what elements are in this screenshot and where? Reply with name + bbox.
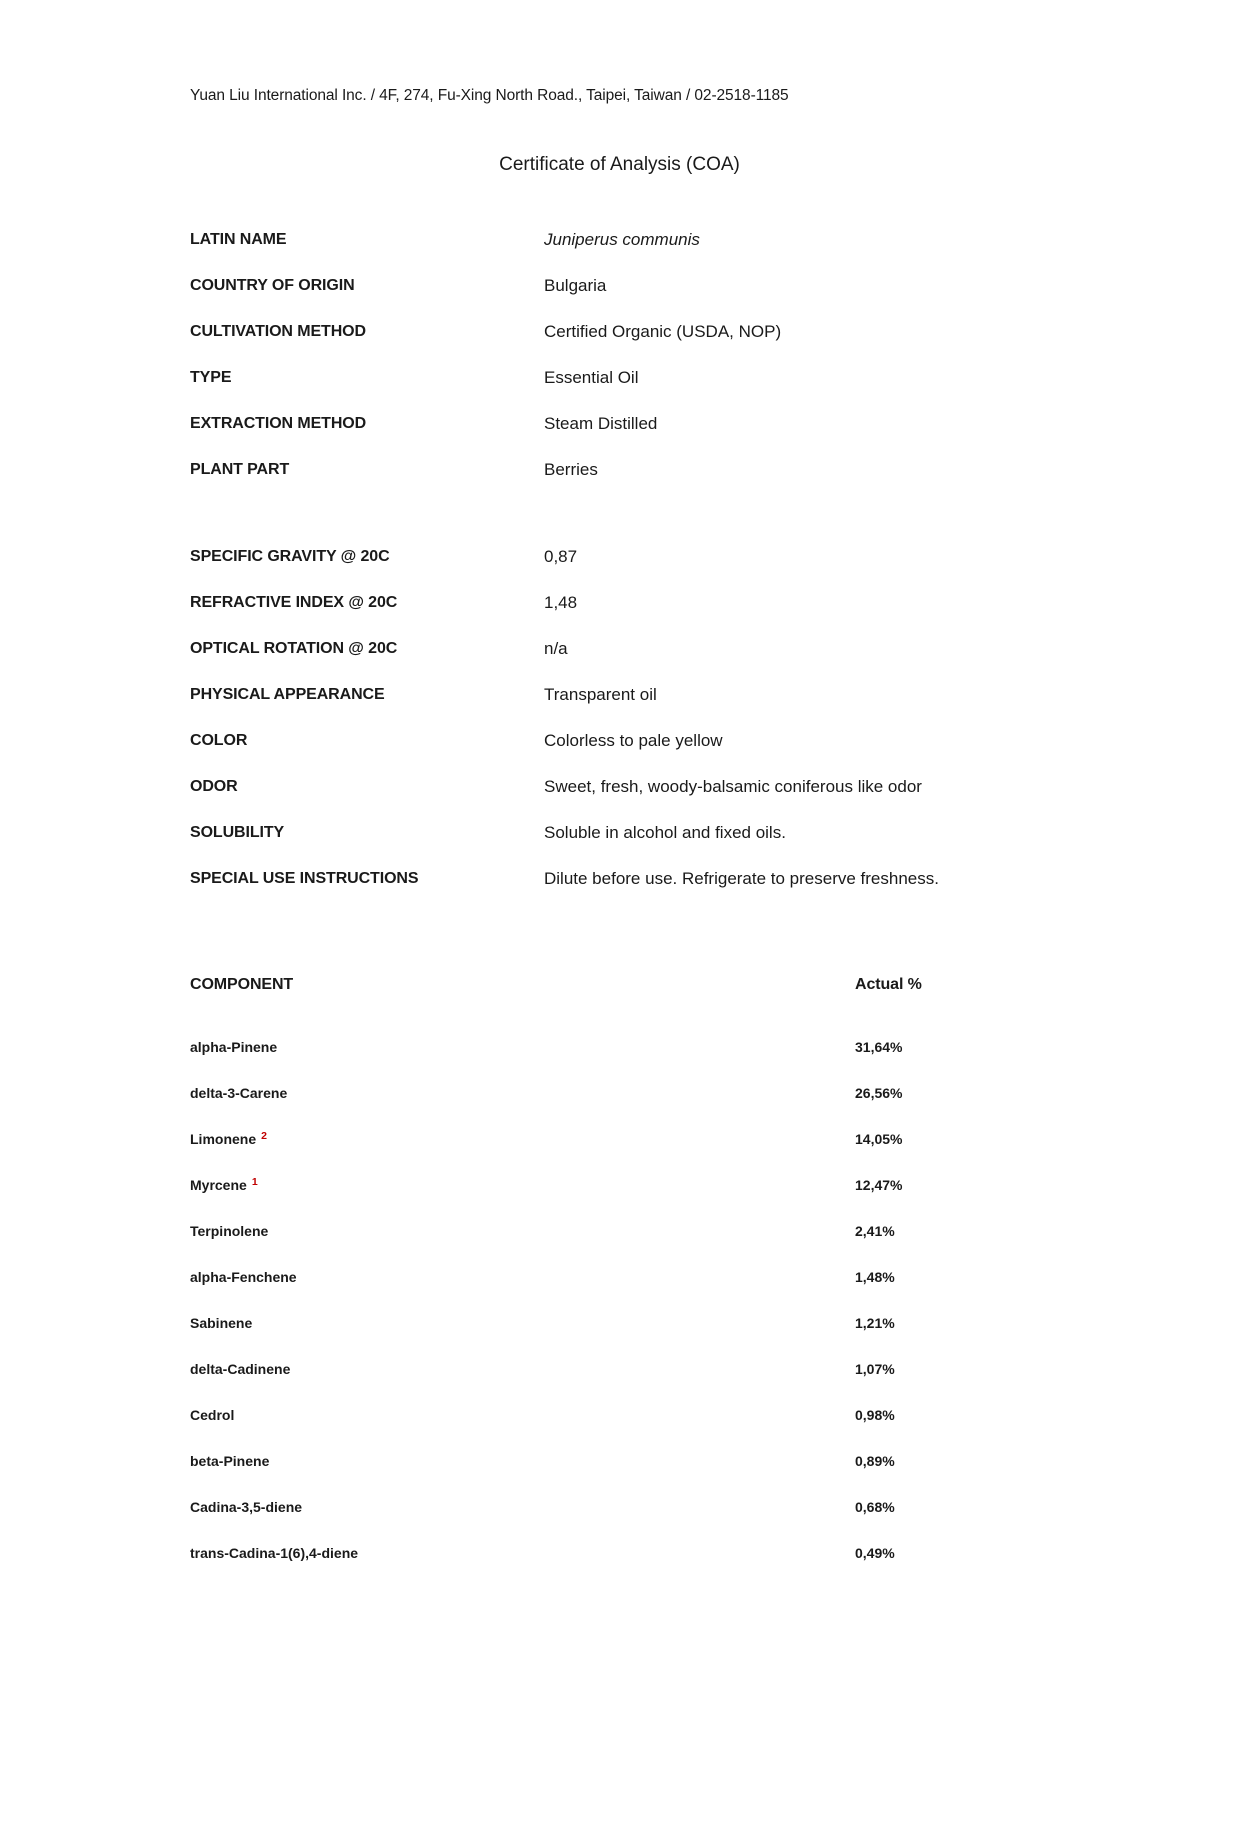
info-row-refractive-index (190, 580, 1239, 626)
field-value: Certified Organic (USDA, NOP) (544, 322, 782, 341)
table-row (190, 1392, 1239, 1438)
document-title: Certificate of Analysis (COA) (499, 154, 740, 175)
component-percent: 1,21% (855, 1315, 895, 1331)
column-header-actual-percent: Actual % (855, 976, 922, 993)
table-row (190, 1116, 1239, 1162)
field-label: REFRACTIVE INDEX @ 20C (190, 594, 398, 611)
component-name (190, 1177, 855, 1193)
table-row (190, 1438, 1239, 1484)
field-value: Colorless to pale yellow (544, 731, 723, 750)
component-percent: 2,41% (855, 1223, 895, 1239)
table-row (190, 1070, 1239, 1116)
components-table (190, 962, 1239, 1576)
info-row-optical-rotation (190, 626, 1239, 672)
table-row (190, 1484, 1239, 1530)
table-row (190, 1346, 1239, 1392)
info-row-latin-name (190, 217, 1239, 263)
components-table-body (190, 1024, 1239, 1576)
field-value: Berries (544, 460, 598, 479)
field-label: COLOR (190, 732, 248, 749)
component-name: trans-Cadina-1(6),4-diene (190, 1545, 359, 1561)
component-percent: 0,98% (855, 1407, 895, 1423)
component-name: delta-Cadinene (190, 1361, 291, 1377)
field-value: Transparent oil (544, 685, 657, 704)
field-label: OPTICAL ROTATION @ 20C (190, 640, 398, 657)
field-value: n/a (544, 639, 568, 658)
field-label: SOLUBILITY (190, 824, 285, 841)
field-label: PHYSICAL APPEARANCE (190, 686, 385, 703)
field-value: Soluble in alcohol and fixed oils. (544, 823, 786, 842)
component-name: alpha-Fenchene (190, 1269, 297, 1285)
table-row (190, 1024, 1239, 1070)
table-row (190, 1530, 1239, 1576)
component-percent: 0,49% (855, 1545, 895, 1561)
info-row-color (190, 718, 1239, 764)
info-row-plant-part (190, 447, 1239, 493)
field-value: Dilute before use. Refrigerate to preserve freshness. (544, 869, 939, 888)
field-value: Steam Distilled (544, 414, 658, 433)
field-label: EXTRACTION METHOD (190, 415, 367, 432)
component-name: Cedrol (190, 1407, 235, 1423)
field-value: Juniperus communis (544, 230, 700, 249)
coa-document-page (0, 86, 1239, 1840)
footnote-superscript: 2 (261, 1130, 267, 1142)
field-value: Sweet, fresh, woody-balsamic coniferous like odor (544, 777, 922, 796)
field-label: ODOR (190, 778, 238, 795)
field-label: SPECIFIC GRAVITY @ 20C (190, 548, 390, 565)
table-row (190, 1162, 1239, 1208)
table-row (190, 1254, 1239, 1300)
table-row (190, 1208, 1239, 1254)
field-label: PLANT PART (190, 461, 290, 478)
info-row-solubility (190, 810, 1239, 856)
field-value: 0,87 (544, 547, 578, 566)
component-percent: 1,07% (855, 1361, 895, 1377)
component-name-text: Limonene (190, 1131, 257, 1147)
component-percent: 0,89% (855, 1453, 895, 1469)
info-row-cultivation-method (190, 309, 1239, 355)
component-percent: 26,56% (855, 1085, 903, 1101)
company-address-header: Yuan Liu International Inc. / 4F, 274, Fu-Xing North Road., Taipei, Taiwan / 02-2518-1185 (190, 87, 789, 104)
field-label: TYPE (190, 369, 232, 386)
field-label: SPECIAL USE INSTRUCTIONS (190, 870, 419, 887)
component-percent: 14,05% (855, 1131, 903, 1147)
component-name: alpha-Pinene (190, 1039, 278, 1055)
component-percent: 12,47% (855, 1177, 903, 1193)
component-percent: 1,48% (855, 1269, 895, 1285)
table-row (190, 1300, 1239, 1346)
field-label: CULTIVATION METHOD (190, 323, 366, 340)
info-row-country-of-origin (190, 263, 1239, 309)
identity-section (190, 217, 1239, 493)
properties-section (190, 534, 1239, 902)
field-label: LATIN NAME (190, 231, 287, 248)
field-value: Essential Oil (544, 368, 639, 387)
footnote-superscript: 1 (251, 1176, 258, 1188)
component-percent: 0,68% (855, 1499, 895, 1515)
info-row-odor (190, 764, 1239, 810)
component-name-text: Myrcene (190, 1177, 247, 1193)
component-percent: 31,64% (855, 1039, 903, 1055)
field-value: Bulgaria (544, 276, 607, 295)
info-row-special-use-instructions (190, 856, 1239, 902)
component-name: delta-3-Carene (190, 1085, 288, 1101)
component-name: beta-Pinene (190, 1453, 270, 1469)
info-row-extraction-method (190, 401, 1239, 447)
info-row-type (190, 355, 1239, 401)
field-value: 1,48 (544, 593, 578, 612)
component-name: Cadina-3,5-diene (190, 1499, 303, 1515)
info-row-physical-appearance (190, 672, 1239, 718)
info-row-specific-gravity (190, 534, 1239, 580)
field-label: COUNTRY OF ORIGIN (190, 277, 355, 294)
component-name: Terpinolene (190, 1223, 269, 1239)
column-header-component: COMPONENT (190, 976, 294, 993)
component-name: Sabinene (190, 1315, 253, 1331)
components-table-header (190, 962, 1239, 1008)
component-name (190, 1131, 855, 1147)
